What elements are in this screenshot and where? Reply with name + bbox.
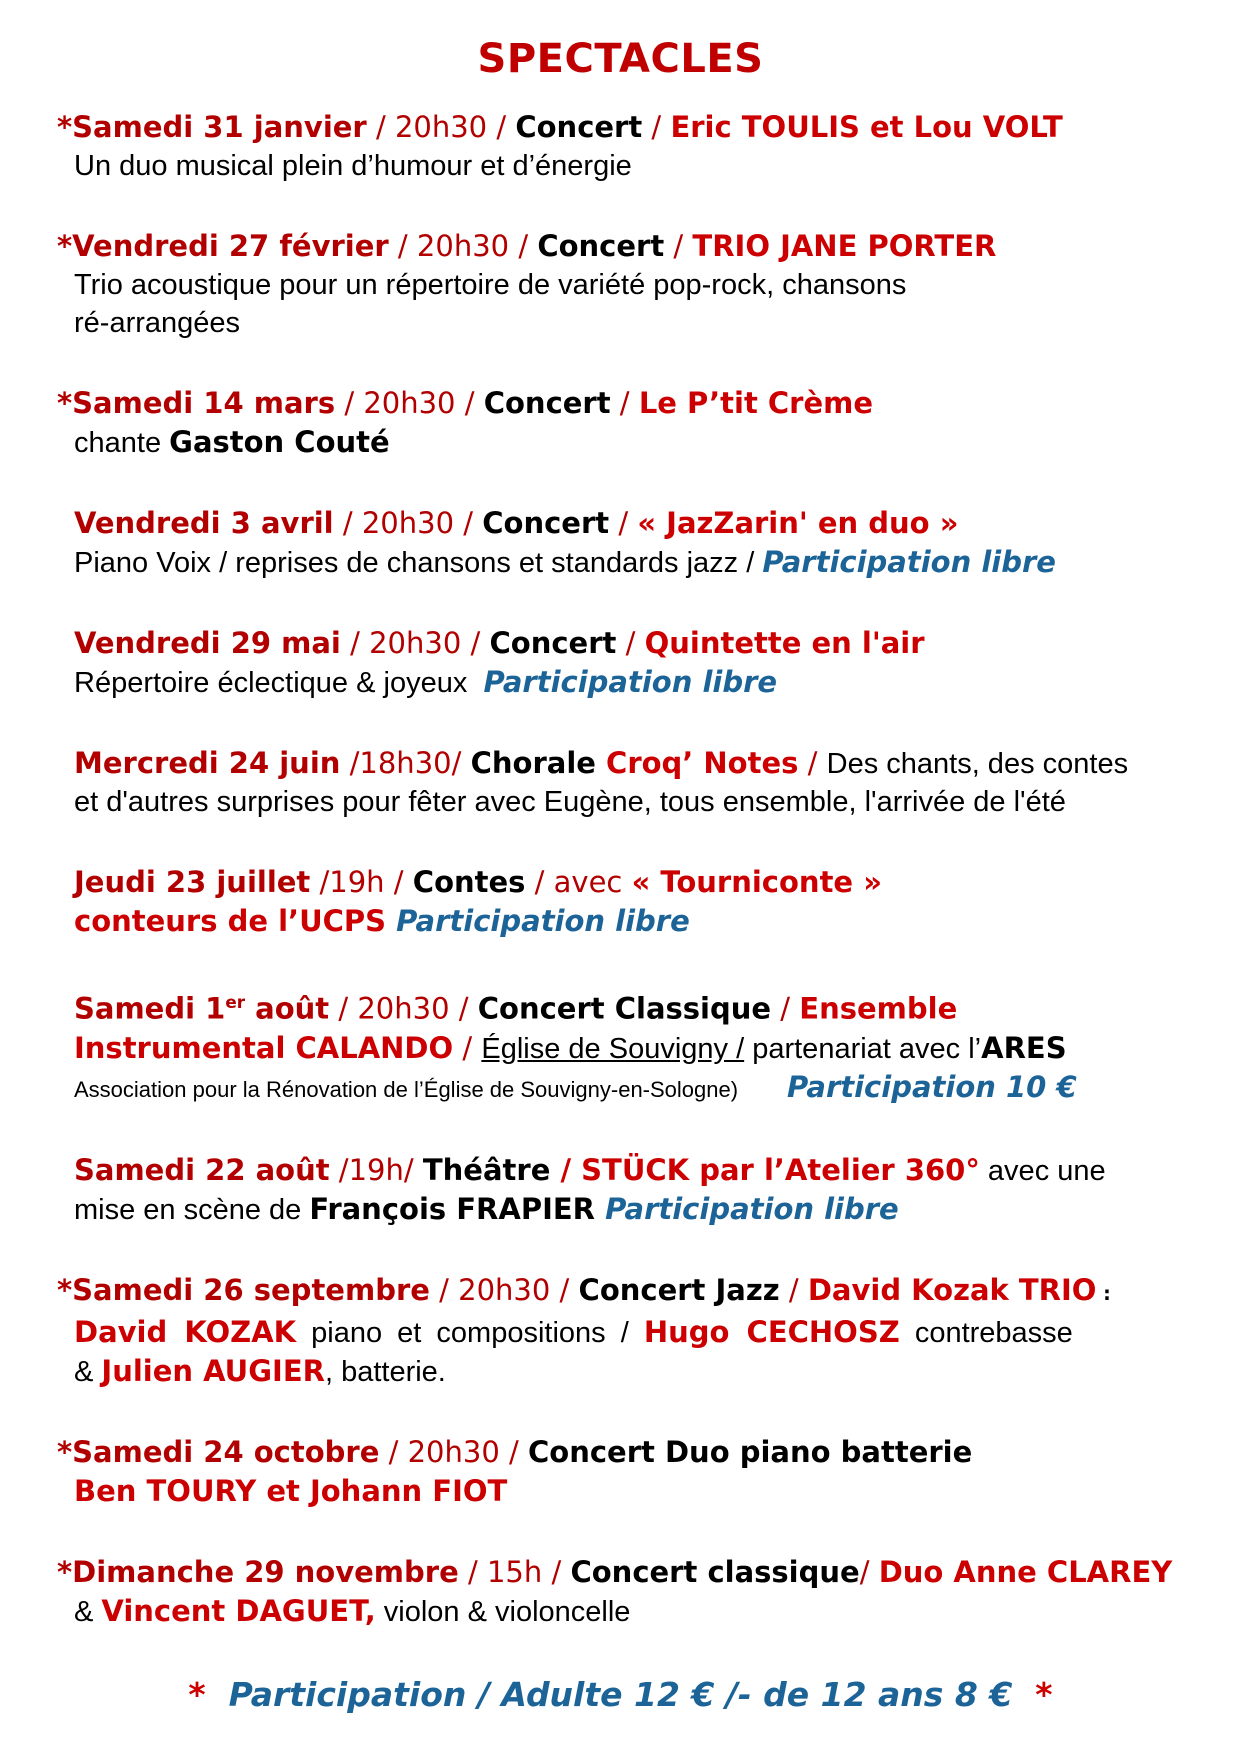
- event-entry: [40, 1553, 1201, 1631]
- event-entry: [40, 504, 1201, 582]
- text-segment: /: [642, 110, 671, 144]
- text-segment: *Dimanche 29 novembre: [57, 1554, 459, 1589]
- text-segment: / 20h30 /: [388, 229, 538, 263]
- event-entry: [40, 983, 1201, 1109]
- entry-line: [74, 1472, 1201, 1511]
- text-segment: Croq’ Notes: [606, 746, 799, 780]
- entry-line: [74, 504, 1201, 543]
- text-segment: et d'autres surprises pour fêter avec Eugène, tous ensemble, l'arrivée de l'été: [74, 786, 1066, 818]
- text-segment: / 20h30 /: [329, 991, 478, 1026]
- text-segment: /18h30/: [340, 746, 471, 780]
- text-segment: Vendredi 3 avril: [74, 506, 334, 540]
- entry-line: [74, 902, 1201, 941]
- text-segment: Jeudi 23 juillet: [74, 865, 311, 899]
- participation-note: [40, 1673, 1201, 1717]
- event-entry: [40, 108, 1201, 185]
- entry-line: [74, 863, 1201, 902]
- text-segment: :: [1096, 1281, 1111, 1305]
- text-segment: / 20h30 /: [335, 386, 484, 420]
- event-entry: [40, 384, 1201, 462]
- entry-line: [74, 1151, 1201, 1190]
- entry-line: [57, 108, 1201, 147]
- event-entry: [40, 1433, 1201, 1511]
- text-segment: Concert Jazz: [578, 1272, 780, 1307]
- text-segment: /: [779, 1272, 808, 1307]
- text-segment: Piano Voix / reprises de chansons et standards jazz /: [74, 547, 763, 579]
- text-segment: /19h/: [329, 1152, 423, 1187]
- text-segment: avec une: [979, 1154, 1106, 1187]
- text-segment: Instrumental CALANDO: [74, 1030, 454, 1065]
- text-segment: David KOZAK: [74, 1314, 297, 1349]
- entry-line: [74, 983, 1201, 1029]
- events-list: [40, 108, 1201, 1631]
- text-segment: / 20h30 /: [429, 1272, 579, 1307]
- text-segment: « JazZarin' en duo »: [637, 506, 959, 540]
- text-segment: Répertoire éclectique & joyeux: [74, 667, 484, 699]
- text-segment: Concert: [482, 506, 610, 540]
- text-segment: Concert Duo piano batterie: [528, 1434, 973, 1469]
- text-segment: Concert: [483, 386, 611, 420]
- text-segment: *Samedi 26 septembre: [57, 1272, 430, 1307]
- text-segment: / 20h30 /: [379, 1434, 528, 1469]
- text-segment: piano et compositions /: [296, 1316, 644, 1349]
- entry-line: [74, 1029, 1201, 1068]
- text-segment: *Samedi 31 janvier: [57, 110, 367, 144]
- text-segment: [738, 1077, 787, 1102]
- text-segment: Chorale: [470, 746, 607, 780]
- text-segment: Des chants, des contes: [826, 748, 1129, 780]
- text-segment: Théâtre: [422, 1152, 561, 1187]
- text-segment: contrebasse: [899, 1316, 1073, 1349]
- text-segment: TRIO JANE PORTER: [692, 229, 997, 263]
- page-title: SPECTACLES: [477, 36, 764, 82]
- text-segment: Participation libre: [762, 545, 1056, 579]
- entry-line: [57, 384, 1201, 423]
- text-segment: *: [1035, 1674, 1053, 1714]
- text-segment: avec: [553, 865, 632, 899]
- text-segment: / 20h30 /: [340, 626, 490, 660]
- text-segment: Trio acoustique pour un répertoire de variété pop-rock, chansons: [74, 269, 907, 301]
- text-segment: Participation / Adulte 12 € /- de 12 ans 8 €: [205, 1674, 1036, 1714]
- text-segment: Ensemble: [799, 991, 958, 1026]
- text-segment: /: [616, 626, 645, 660]
- event-entry: [40, 624, 1201, 702]
- entry-line: [74, 266, 1201, 304]
- entry-line: [74, 1068, 1201, 1109]
- text-segment: /: [798, 746, 827, 780]
- entry-line: [74, 1190, 1201, 1229]
- entry-line: [74, 1352, 1201, 1391]
- text-segment: Eric TOULIS et Lou VOLT: [670, 110, 1063, 144]
- entry-line: [57, 1271, 1201, 1313]
- text-segment: François FRAPIER: [309, 1191, 606, 1226]
- text-segment: /: [664, 229, 693, 263]
- text-segment: Concert Classique: [477, 991, 772, 1026]
- event-entry: [40, 863, 1201, 941]
- text-segment: août: [245, 991, 330, 1026]
- text-segment: ARES: [981, 1030, 1067, 1065]
- text-segment: / STÜCK par l’Atelier 360°: [560, 1152, 980, 1187]
- text-segment: partenariat avec l’: [744, 1032, 982, 1065]
- text-segment: *Samedi 14 mars: [57, 386, 336, 420]
- text-segment: Contes: [412, 865, 526, 899]
- text-segment: /: [610, 386, 639, 420]
- text-segment: violon & violoncelle: [375, 1595, 631, 1628]
- event-entry: [40, 744, 1201, 821]
- text-segment: *Samedi 24 octobre: [57, 1434, 380, 1469]
- text-segment: Participation libre: [483, 665, 778, 699]
- text-segment: Hugo CECHOSZ: [643, 1314, 900, 1349]
- entry-line: [74, 147, 1201, 185]
- entry-line: [74, 423, 1201, 462]
- text-segment: &: [74, 1595, 102, 1628]
- text-segment: /19h /: [310, 865, 413, 899]
- text-segment: /: [859, 1554, 879, 1589]
- text-segment: Concert: [537, 229, 665, 263]
- text-segment: conteurs de l’UCPS: [74, 904, 397, 938]
- text-segment: ré-arrangées: [74, 307, 241, 339]
- text-segment: / 20h30 /: [333, 506, 483, 540]
- text-segment: , batterie.: [324, 1355, 446, 1388]
- entry-line: [74, 783, 1201, 821]
- text-segment: Association pour la Rénovation de l’Église de Souvigny-en-Sologne): [74, 1076, 739, 1102]
- text-segment: /: [771, 991, 800, 1026]
- text-segment: Duo Anne CLAREY: [878, 1554, 1173, 1589]
- text-segment: Le P’tit Crème: [638, 386, 874, 420]
- text-segment: Mercredi 24 juin: [74, 746, 341, 780]
- entry-line: [74, 663, 1201, 702]
- text-segment: Gaston Couté: [169, 425, 390, 459]
- entry-line: [74, 304, 1201, 342]
- text-segment: / 15h /: [458, 1554, 571, 1589]
- entry-line: [57, 227, 1201, 266]
- text-segment: Concert: [515, 110, 643, 144]
- text-segment: /: [525, 865, 554, 899]
- text-segment: Participation libre: [605, 1191, 899, 1226]
- entry-line: [57, 1433, 1201, 1472]
- event-entry: [40, 227, 1201, 342]
- entry-line: [74, 624, 1201, 663]
- text-segment: David Kozak TRIO: [807, 1272, 1097, 1307]
- text-segment: Vendredi 29 mai: [74, 626, 341, 660]
- text-segment: Julien AUGIER: [101, 1353, 325, 1388]
- text-segment: Un duo musical plein d’humour et d’énergie: [74, 150, 632, 182]
- text-segment: *: [188, 1674, 206, 1714]
- entry-line: [57, 1553, 1201, 1592]
- text-segment: Vincent DAGUET,: [101, 1593, 376, 1628]
- entry-line: [74, 1313, 1201, 1352]
- text-segment: er: [225, 992, 246, 1012]
- text-segment: chante: [74, 427, 170, 459]
- text-segment: Samedi 22 août: [74, 1152, 330, 1187]
- entry-line: [74, 1592, 1201, 1631]
- text-segment: /: [453, 1030, 482, 1065]
- text-segment: « Tourniconte »: [631, 865, 882, 899]
- text-segment: /: [609, 506, 638, 540]
- text-segment: Participation 10 €: [786, 1069, 1077, 1104]
- text-segment: Samedi 1: [74, 991, 226, 1026]
- event-entry: [40, 1151, 1201, 1229]
- text-segment: Ben TOURY et Johann FIOT: [74, 1473, 508, 1508]
- text-segment: Quintette en l'air: [644, 626, 925, 660]
- text-segment: *Vendredi 27 février: [57, 229, 389, 263]
- text-segment: / 20h30 /: [366, 110, 516, 144]
- text-segment: Église de Souvigny /: [481, 1032, 745, 1065]
- text-segment: Concert classique: [570, 1554, 860, 1589]
- text-segment: Participation libre: [396, 904, 690, 938]
- text-segment: mise en scène de: [74, 1193, 310, 1226]
- text-segment: Concert: [489, 626, 617, 660]
- text-segment: &: [74, 1355, 102, 1388]
- entry-line: [74, 543, 1201, 582]
- entry-line: [74, 744, 1201, 783]
- event-entry: [40, 1271, 1201, 1391]
